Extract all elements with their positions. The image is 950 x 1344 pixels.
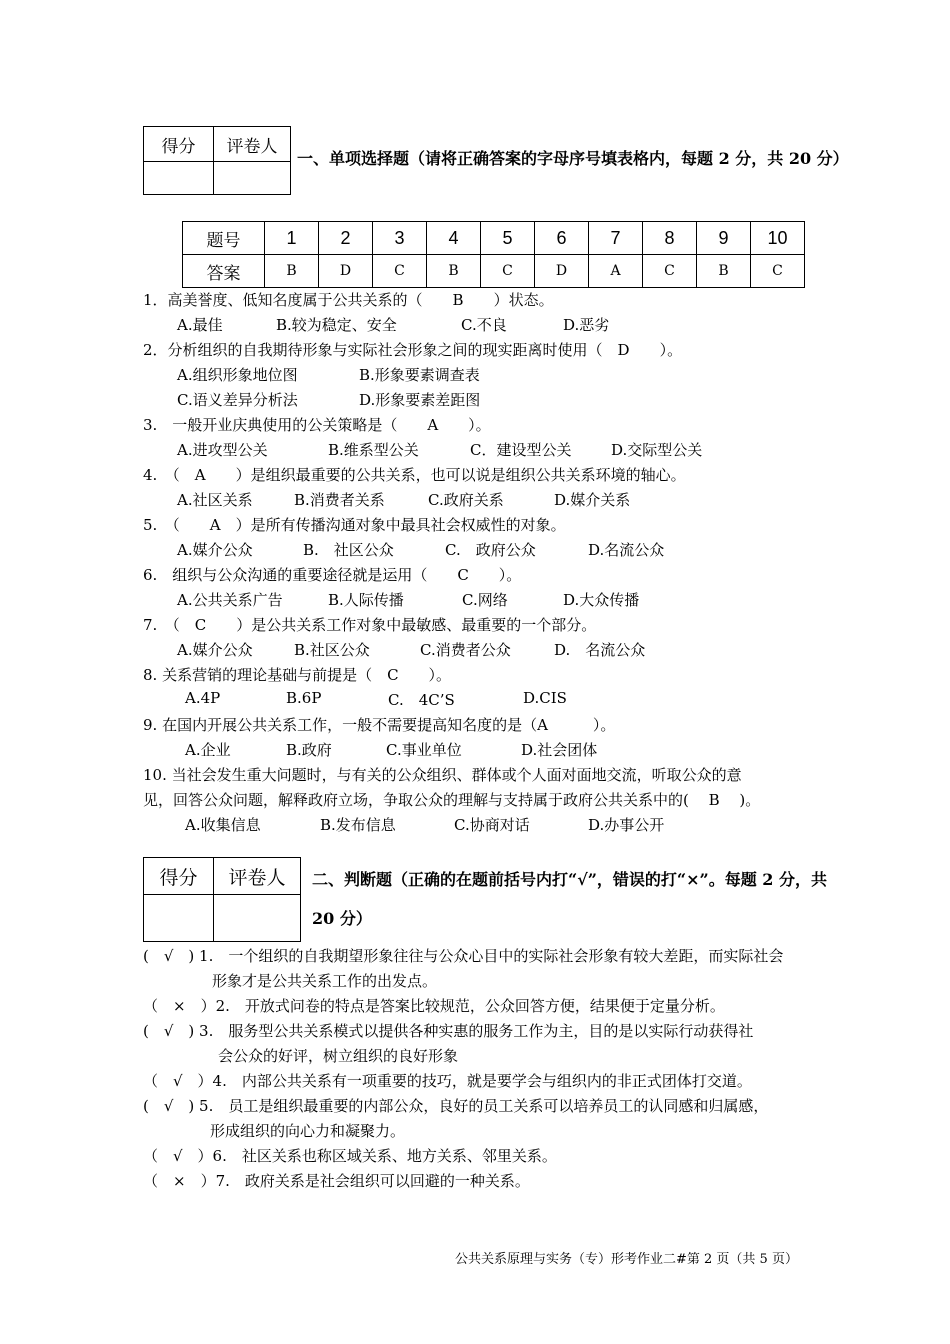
option: B. 社区公众 — [303, 541, 394, 559]
question-stem: 4. （ A ）是组织最重要的公共关系，也可以说是组织公共关系环境的轴心。 — [143, 466, 686, 484]
option: C. 4C’S — [388, 691, 455, 709]
option: C．建设型公关 — [470, 441, 572, 459]
question-number: 8 — [643, 222, 697, 255]
question-stem: 8. 关系营销的理论基础与前提是（ C ）。 — [143, 666, 452, 684]
question-number: 3 — [373, 222, 427, 255]
question-stem: 7. （ C ）是公共关系工作对象中最敏感、最重要的一个部分。 — [143, 616, 597, 634]
question-number: 6 — [535, 222, 589, 255]
answer-cell[interactable]: D — [319, 255, 373, 288]
grader-label: 评卷人 — [214, 127, 291, 162]
tf-item: ( √ ) 5. 员工是组织最重要的内部公众，良好的员工关系可以培养员工的认同感和归属感， — [143, 1097, 769, 1115]
section2-title: 二、判断题（正确的在题前括号内打“√”，错误的打“×”。每题 2 分，共 — [312, 870, 828, 889]
option: D.名流公众 — [588, 541, 665, 559]
option: A.组织形象地位图 — [177, 366, 298, 384]
option: B.人际传播 — [328, 591, 404, 609]
option: D.媒介关系 — [554, 491, 631, 509]
question-stem: 5. （ A ）是所有传播沟通对象中最具社会权威性的对象。 — [143, 516, 566, 534]
option: B.维系型公关 — [328, 441, 419, 459]
option: C.网络 — [462, 591, 508, 609]
option: C.协商对话 — [454, 816, 530, 834]
tf-item: （ × ）7. 政府关系是社会组织可以回避的一种关系。 — [143, 1172, 530, 1190]
question-number: 1 — [265, 222, 319, 255]
question-stem: 2．分析组织的自我期待形象与实际社会形象之间的现实距离时使用（ D ）。 — [143, 341, 683, 359]
score-cell[interactable] — [144, 895, 214, 942]
option: D.办事公开 — [588, 816, 665, 834]
answer-cell[interactable]: B — [427, 255, 481, 288]
grader-cell[interactable] — [214, 162, 291, 195]
tf-item-cont: 会公众的好评，树立组织的良好形象 — [218, 1047, 459, 1065]
question-stem-cont: 见，回答公众问题，解释政府立场，争取公众的理解与支持属于政府公共关系中的( B )。 — [143, 791, 761, 809]
question-number: 10 — [751, 222, 805, 255]
answer-cell[interactable]: B — [697, 255, 751, 288]
option: D.大众传播 — [563, 591, 640, 609]
page-footer: 公共关系原理与实务（专）形考作业二#第 2 页（共 5 页） — [455, 1252, 798, 1267]
question-stem: 6. 组织与公众沟通的重要途径就是运用（ C ）。 — [143, 566, 522, 584]
table-header-label: 题号 — [183, 222, 265, 255]
table-answer-label: 答案 — [183, 255, 265, 288]
tf-item: （ × ）2. 开放式问卷的特点是答案比较规范，公众回答方便，结果便于定量分析。 — [143, 997, 725, 1015]
section2-title-cont: 20 分） — [312, 909, 372, 928]
tf-item-cont: 形成组织的向心力和凝聚力。 — [210, 1122, 406, 1140]
option: A.4P — [185, 689, 221, 707]
score-label: 得分 — [144, 127, 214, 162]
option: B.消费者关系 — [294, 491, 385, 509]
tf-item: （ √ ）4. 内部公共关系有一项重要的技巧，就是要学会与组织内的非正式团体打交道。 — [143, 1072, 752, 1090]
option: D. 名流公众 — [554, 641, 646, 659]
option: A.公共关系广告 — [177, 591, 283, 609]
option: A.进攻型公关 — [177, 441, 268, 459]
option: A.社区关系 — [177, 491, 253, 509]
score-box-2 — [143, 857, 301, 942]
option: B.发布信息 — [320, 816, 396, 834]
score-label: 得分 — [144, 858, 214, 895]
question-stem: 9. 在国内开展公共关系工作，一般不需要提高知名度的是（A ）。 — [143, 716, 616, 734]
tf-item-cont: 形象才是公共关系工作的出发点。 — [212, 972, 438, 990]
answer-cell[interactable]: A — [589, 255, 643, 288]
option: C. 政府公众 — [445, 541, 536, 559]
option: A.收集信息 — [185, 816, 261, 834]
answer-cell[interactable]: D — [535, 255, 589, 288]
option: B.6P — [286, 689, 322, 707]
option: C.政府关系 — [428, 491, 504, 509]
option: D.恶劣 — [563, 316, 610, 334]
option: A.媒介公众 — [177, 541, 253, 559]
option: B.政府 — [286, 741, 332, 759]
grader-label: 评卷人 — [214, 858, 301, 895]
grader-cell[interactable] — [214, 895, 301, 942]
option: B.形象要素调查表 — [359, 366, 480, 384]
answer-table — [182, 221, 805, 288]
option: B.社区公众 — [294, 641, 370, 659]
answer-cell[interactable]: C — [643, 255, 697, 288]
question-stem: 3. 一般开业庆典使用的公关策略是（ A ）。 — [143, 416, 491, 434]
option: D.社会团体 — [521, 741, 598, 759]
option: C.不良 — [461, 316, 507, 334]
option: A.最佳 — [177, 316, 223, 334]
answer-cell[interactable]: C — [751, 255, 805, 288]
option: A.媒介公众 — [177, 641, 253, 659]
option: D.形象要素差距图 — [359, 391, 481, 409]
option: D.CIS — [523, 689, 567, 707]
question-number: 5 — [481, 222, 535, 255]
answer-cell[interactable]: C — [373, 255, 427, 288]
answer-cell[interactable]: B — [265, 255, 319, 288]
option: C.事业单位 — [386, 741, 462, 759]
option: A.企业 — [185, 741, 231, 759]
tf-item: （ √ ）6. 社区关系也称区域关系、地方关系、邻里关系。 — [143, 1147, 557, 1165]
tf-item: ( √ ) 3. 服务型公共关系模式以提供各种实惠的服务工作为主，目的是以实际行动获得社 — [143, 1022, 754, 1040]
score-cell[interactable] — [144, 162, 214, 195]
question-number: 4 — [427, 222, 481, 255]
score-box-1 — [143, 126, 291, 195]
answer-cell[interactable]: C — [481, 255, 535, 288]
question-number: 7 — [589, 222, 643, 255]
option: D.交际型公关 — [611, 441, 703, 459]
question-number: 9 — [697, 222, 751, 255]
tf-item: ( √ ) 1. 一个组织的自我期望形象往往与公众心目中的实际社会形象有较大差距，而实际社会 — [143, 947, 784, 965]
question-stem: 1．高美誉度、低知名度属于公共关系的（ B ）状态。 — [143, 291, 554, 309]
option: C.语义差异分析法 — [177, 391, 298, 409]
section1-title: 一、单项选择题（请将正确答案的字母序号填表格内，每题 2 分，共 20 分） — [297, 149, 849, 168]
option: B.较为稳定、安全 — [276, 316, 397, 334]
option: C.消费者公众 — [420, 641, 511, 659]
question-number: 2 — [319, 222, 373, 255]
question-stem: 10. 当社会发生重大问题时，与有关的公众组织、群体或个人面对面地交流，听取公众的意 — [143, 766, 742, 784]
